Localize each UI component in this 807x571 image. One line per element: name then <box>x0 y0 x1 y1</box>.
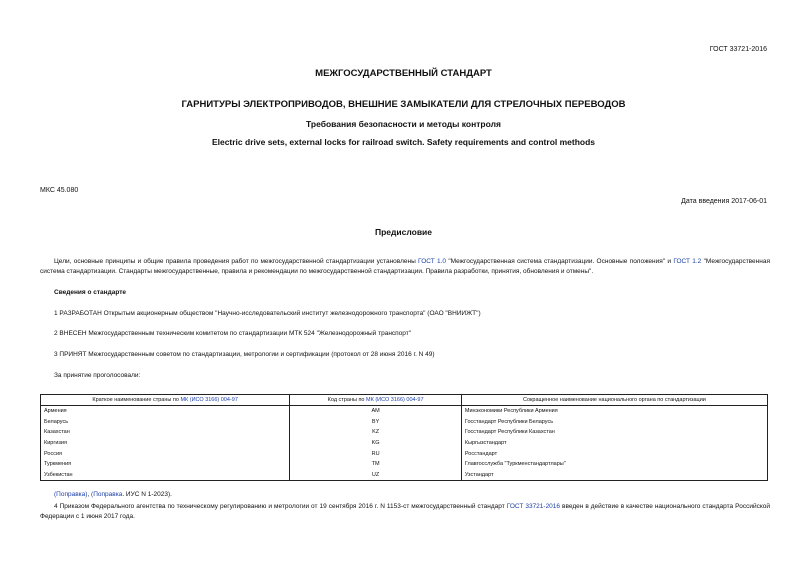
intro-text-2: "Межгосударственная система стандартизации. Основные положения" и <box>446 258 674 265</box>
cell-body: Главгосслужба "Туркменстандартлары" <box>461 459 767 470</box>
intro-text-1: Цели, основные принципы и общие правила проведения работ по межгосударственной стандартизации установлены <box>54 258 419 265</box>
column-header-body: Сокращенное наименование национального органа по стандартизации <box>461 395 767 406</box>
info-heading: Сведения о стандарте <box>54 289 127 296</box>
cell-code: RU <box>290 448 462 459</box>
countries-table <box>40 394 768 481</box>
cell-body: Кыргызстандарт <box>461 438 767 449</box>
item-developed: 1 РАЗРАБОТАН Открытым акционерным обществом "Научно-исследовательский институт железнодорожного транспорта" (ОАО "ВНИИЖТ") <box>54 310 481 317</box>
cell-code: TM <box>290 459 462 470</box>
intro-text-3: "Межгосударственная система стандартизации. Стандарты межгосударственные, правила и рекомендации по межгосударственной стандартизации. Правила разработки, принятия, обновления и отмены". <box>40 258 770 275</box>
item-enacted <box>40 502 770 522</box>
cell-body: Госстандарт Республики Беларусь <box>461 417 767 428</box>
cell-code: UZ <box>290 470 462 481</box>
column-header-code <box>290 395 462 406</box>
cell-code: BY <box>290 417 462 428</box>
cell-code: KG <box>290 438 462 449</box>
standard-label: МЕЖГОСУДАРСТВЕННЫЙ СТАНДАРТ <box>315 68 492 79</box>
cell-country: Туркмения <box>41 459 290 470</box>
document-subtitle: Требования безопасности и методы контроля <box>306 119 501 129</box>
gost-1-0-link[interactable]: ГОСТ 1.0 <box>418 258 447 265</box>
table-row <box>41 470 768 481</box>
cell-country: Казахстан <box>41 427 290 438</box>
item4-text-2: введен в действие в качестве национального стандарта Российской Федерации с 1 июня 2017 года. <box>40 503 770 520</box>
item-adopted: 3 ПРИНЯТ Межгосударственным советом по стандартизации, метрологии и сертификации (протокол от 28 июня 2016 г. N 49) <box>54 351 435 358</box>
preface-heading: Предисловие <box>374 227 433 237</box>
mk-iso-link[interactable]: МК (ИСО 3166) 004-97 <box>180 397 238 403</box>
amendment-note <box>54 490 172 500</box>
table-row <box>41 417 768 428</box>
amendment-rest: . ИУС N 1-2023). <box>122 491 172 498</box>
table-row <box>41 438 768 449</box>
table-row <box>41 427 768 438</box>
amendment-link-1[interactable]: (Поправка) <box>54 491 88 498</box>
cell-code: AM <box>290 406 462 417</box>
item4-text-1: 4 Приказом Федерального агентства по техническому регулированию и метрологии от 19 сентября 2016 г. N 1153-ст межгосударственный стандарт <box>54 503 507 510</box>
column-header-code-text: Код страны по <box>327 397 367 403</box>
introduction-date: Дата введения 2017-06-01 <box>681 198 767 205</box>
cell-body: Узстандарт <box>461 470 767 481</box>
voted-label: За принятие проголосовали: <box>54 372 141 379</box>
amendment-link-2[interactable]: (Поправка <box>91 491 123 498</box>
cell-code: KZ <box>290 427 462 438</box>
mk-iso-link[interactable]: МК (ИСО 3166) 004-97 <box>366 397 424 403</box>
cell-country: Россия <box>41 448 290 459</box>
preface-intro <box>40 257 770 277</box>
item-submitted: 2 ВНЕСЕН Межгосударственным техническим комитетом по стандартизации МТК 524 "Железнодорожный транспорт" <box>54 330 412 337</box>
cell-body: Росстандарт <box>461 448 767 459</box>
document-title-en: Electric drive sets, external locks for railroad switch. Safety requirements and control methods <box>211 137 596 147</box>
gost-1-2-link[interactable]: ГОСТ 1.2 <box>673 258 702 265</box>
column-header-country-text: Краткое наименование страны по <box>92 397 181 403</box>
table-row <box>41 448 768 459</box>
amendment-sep: , <box>87 491 92 498</box>
document-id: ГОСТ 33721-2016 <box>709 46 767 53</box>
table-row <box>41 406 768 417</box>
mks-code: МКС 45.080 <box>40 187 79 194</box>
cell-country: Киргизия <box>41 438 290 449</box>
cell-country: Беларусь <box>41 417 290 428</box>
cell-body: Госстандарт Республики Казахстан <box>461 427 767 438</box>
table-row <box>41 459 768 470</box>
cell-country: Узбекистан <box>41 470 290 481</box>
table-header-row <box>41 395 768 406</box>
cell-country: Армения <box>41 406 290 417</box>
cell-body: Минэкономики Республики Армения <box>461 406 767 417</box>
gost-33721-link[interactable]: ГОСТ 33721-2016 <box>506 503 561 510</box>
document-title: ГАРНИТУРЫ ЭЛЕКТРОПРИВОДОВ, ВНЕШНИЕ ЗАМЫКАТЕЛИ ДЛЯ СТРЕЛОЧНЫХ ПЕРЕВОДОВ <box>181 99 626 110</box>
column-header-country <box>41 395 290 406</box>
